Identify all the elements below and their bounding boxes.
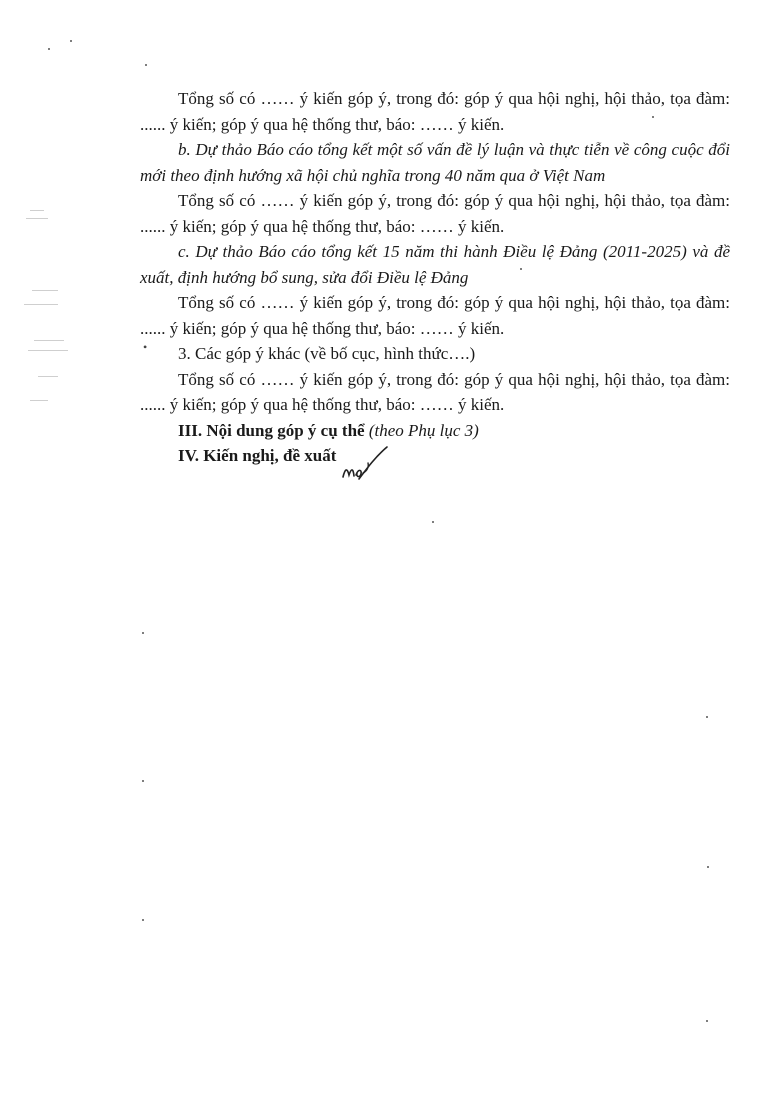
summary-paragraph-c: Tổng số có …… ý kiến góp ý, trong đó: góp ý qua hội nghị, hội thảo, tọa đàm: ...... ý kiến; góp ý qua hệ thống thư, báo: …… ý kiến.: [140, 293, 730, 338]
summary-paragraph-3: Tổng số có …… ý kiến góp ý, trong đó: góp ý qua hội nghị, hội thảo, tọa đàm: ...... ý kiến; góp ý qua hệ thống thư, báo: …… ý kiến.: [140, 369, 730, 414]
section-3-note: (theo Phụ lục 3): [368, 420, 479, 440]
section-3-title: III. Nội dung góp ý cụ thể: [178, 420, 365, 440]
handwritten-initials: [339, 443, 389, 485]
scan-mark-dot: •: [143, 340, 148, 354]
item-3-title: 3. Các góp ý khác (về bố cục, hình thức….): [178, 344, 476, 363]
document-body: [140, 86, 730, 469]
section-4-title: IV. Kiến nghị, đề xuất: [178, 446, 337, 465]
summary-paragraph-b: Tổng số có …… ý kiến góp ý, trong đó: góp ý qua hội nghị, hội thảo, tọa đàm: ...... ý kiến; góp ý qua hệ thống thư, báo: …… ý kiến.: [140, 191, 730, 236]
margin-bleed-through: [20, 200, 100, 440]
item-c-title: c. Dự thảo Báo cáo tổng kết 15 năm thi hành Điều lệ Đảng (2011-2025) và đề xuất, định hướng bổ sung, sửa đổi Điều lệ Đảng: [140, 242, 730, 287]
section-4-heading: [140, 443, 730, 469]
summary-paragraph-a: Tổng số có …… ý kiến góp ý, trong đó: góp ý qua hội nghị, hội thảo, tọa đàm: ...... ý kiến; góp ý qua hệ thống thư, báo: …… ý kiến.: [140, 89, 730, 134]
section-3-heading: [140, 418, 730, 444]
item-b-title: b. Dự thảo Báo cáo tổng kết một số vấn đề lý luận và thực tiễn về công cuộc đổi mới theo định hướng xã hội chủ nghĩa trong 40 năm qua ở Việt Nam: [140, 140, 730, 185]
